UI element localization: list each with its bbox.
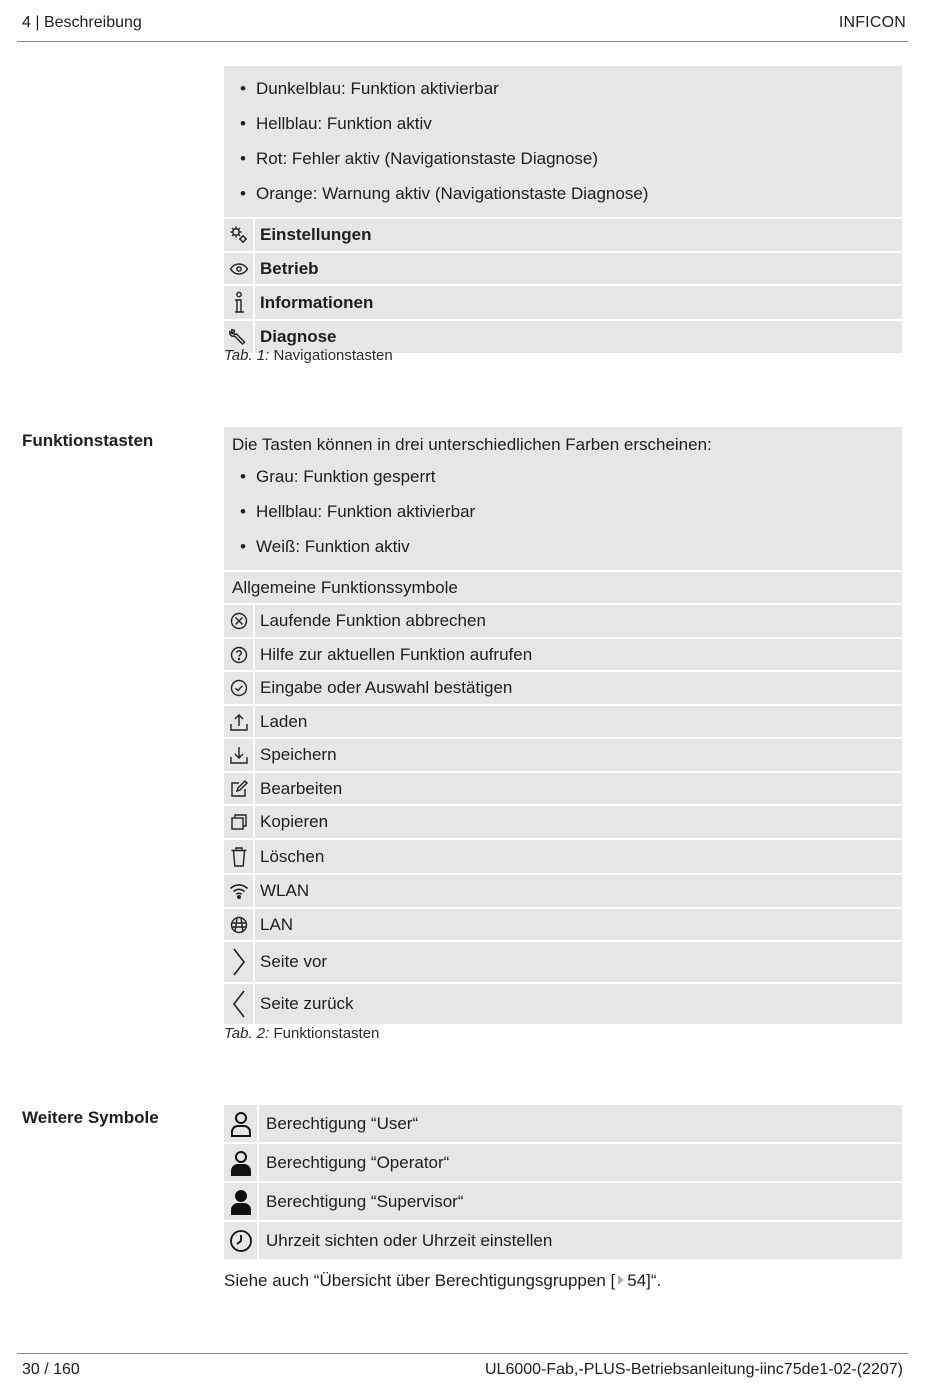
header-brand: INFICON xyxy=(838,14,906,31)
upload-icon xyxy=(224,706,255,737)
copy-icon xyxy=(224,806,255,838)
page-reference-link[interactable]: 54 xyxy=(627,1271,647,1290)
function-table xyxy=(224,427,902,1026)
table-row: Informationen xyxy=(224,286,902,321)
chevron-right-icon xyxy=(224,942,255,982)
section-label-funktionstasten: Funktionstasten xyxy=(22,431,154,450)
list-item: • Dunkelblau: Funktion aktivierbar xyxy=(240,78,499,98)
table-row: Seite vor xyxy=(224,942,902,984)
list-item: • Rot: Fehler aktiv (Navigationstaste Diagnose) xyxy=(240,148,599,168)
document-id: UL6000-Fab,-PLUS-Betriebsanleitung-iinc75de1-02-(2207) xyxy=(484,1361,903,1378)
table-row: Laufende Funktion abbrechen xyxy=(224,605,902,639)
user-operator-icon xyxy=(224,1144,259,1181)
header-rule xyxy=(17,41,908,42)
see-also-text: Siehe auch “Übersicht über Berechtigungsgruppen [ 54]“. xyxy=(224,1271,662,1290)
table-row: Einstellungen xyxy=(224,219,902,253)
trash-icon xyxy=(224,840,255,873)
info-icon xyxy=(224,286,255,319)
confirm-icon xyxy=(224,672,255,704)
table-row: Betrieb xyxy=(224,253,902,286)
download-icon xyxy=(224,739,255,771)
table-row: Diagnose xyxy=(224,321,902,355)
eye-icon xyxy=(224,253,255,284)
lan-icon xyxy=(224,909,255,940)
list-item: • Weiß: Funktion aktiv xyxy=(240,536,410,556)
table-row: WLAN xyxy=(224,875,902,909)
table-row: Bearbeiten xyxy=(224,773,902,806)
edit-icon xyxy=(224,773,255,804)
list-item: • Hellblau: Funktion aktivierbar xyxy=(240,501,476,521)
color-bullets xyxy=(224,66,902,219)
other-symbols-table xyxy=(224,1105,902,1261)
cancel-icon xyxy=(224,605,255,637)
list-item: • Grau: Funktion gesperrt xyxy=(240,466,436,486)
table-row: Löschen xyxy=(224,840,902,875)
help-icon xyxy=(224,639,255,670)
navigation-table xyxy=(224,66,902,355)
gears-icon xyxy=(224,219,255,251)
footer-rule xyxy=(17,1353,908,1354)
header-section: 4 | Beschreibung xyxy=(22,14,142,31)
list-item: • Hellblau: Funktion aktiv xyxy=(240,113,432,133)
table-row: LAN xyxy=(224,909,902,942)
color-description xyxy=(224,427,902,572)
page-number: 30 / 160 xyxy=(22,1361,80,1378)
table-caption: Tab. 1: Navigationstasten xyxy=(224,347,393,364)
table-row: Seite zurück xyxy=(224,984,902,1026)
table-row: Berechtigung “Operator“ xyxy=(224,1144,902,1183)
table-row: Laden xyxy=(224,706,902,739)
section-label-weitere-symbole: Weitere Symbole xyxy=(22,1108,159,1127)
table-row: Speichern xyxy=(224,739,902,773)
table-row: Kopieren xyxy=(224,806,902,840)
table-row: Berechtigung “Supervisor“ xyxy=(224,1183,902,1222)
intro-text: Die Tasten können in drei unterschiedlichen Farben erscheinen: xyxy=(232,435,712,454)
clock-icon xyxy=(224,1222,259,1259)
user-supervisor-icon xyxy=(224,1183,259,1220)
wifi-icon xyxy=(224,875,255,907)
table-row: Berechtigung “User“ xyxy=(224,1105,902,1144)
table-row: Uhrzeit sichten oder Uhrzeit einstellen xyxy=(224,1222,902,1261)
link-arrow-icon xyxy=(618,1275,624,1285)
chevron-left-icon xyxy=(224,984,255,1024)
table-caption: Tab. 2: Funktionstasten xyxy=(224,1025,380,1042)
table-row: Eingabe oder Auswahl bestätigen xyxy=(224,672,902,706)
list-item: • Orange: Warnung aktiv (Navigationstaste Diagnose) xyxy=(240,183,649,203)
user-outline-icon xyxy=(224,1105,259,1142)
table-row xyxy=(224,572,902,605)
general-symbols-heading: Allgemeine Funktionssymbole xyxy=(232,577,458,597)
table-row: Hilfe zur aktuellen Funktion aufrufen xyxy=(224,639,902,672)
